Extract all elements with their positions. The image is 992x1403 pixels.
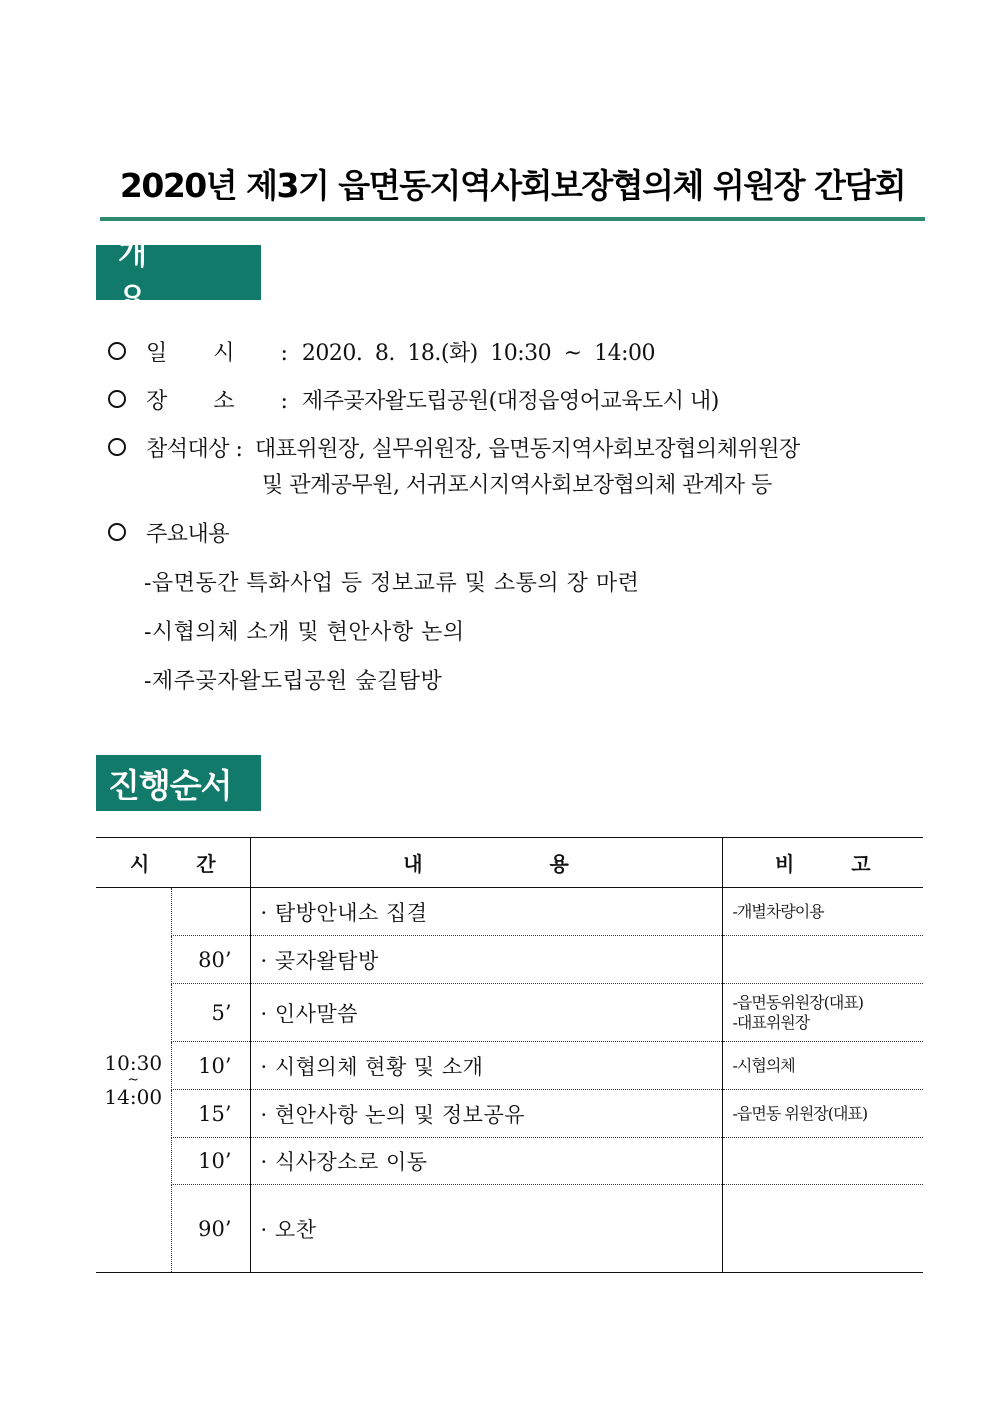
table-row (96, 1042, 923, 1090)
content-cell: · 시협의체 현황 및 소개 (250, 1042, 722, 1090)
title-underline (100, 217, 925, 221)
time-separator: ~ (127, 1072, 140, 1088)
overview-main-row (108, 517, 229, 548)
note-cell (722, 984, 923, 1042)
schedule-table (96, 837, 923, 1273)
content-cell: · 탐방안내소 집결 (250, 888, 722, 936)
overview-attendees-row (108, 432, 800, 463)
duration-cell: 5’ (171, 984, 250, 1042)
duration-cell: 15’ (171, 1090, 250, 1138)
table-row (96, 888, 923, 936)
circle-bullet-icon (108, 390, 126, 408)
page-title: 2020년 제3기 읍면동지역사회보장협의체 위원장 간담회 (119, 166, 906, 205)
attendees-value-line1: 대표위원장, 실무위원장, 읍면동지역사회보장협의체위원장 (254, 437, 800, 462)
place-value: 제주곶자왈도립공원(대정읍영어교육도시 내) (301, 389, 719, 414)
content-cell: · 식사장소로 이동 (250, 1138, 722, 1185)
note-cell (722, 1090, 923, 1138)
note-cell (722, 1185, 923, 1273)
duration-cell: 90’ (171, 1185, 250, 1273)
content-cell: · 현안사항 논의 및 정보공유 (250, 1090, 722, 1138)
content-cell: · 곶자왈탐방 (250, 936, 722, 984)
table-row (96, 936, 923, 984)
attendees-label: 참석대상 : (146, 437, 243, 462)
table-header-row (96, 838, 923, 888)
time-range-cell (96, 888, 171, 1273)
table-row (96, 984, 923, 1042)
duration-cell (171, 888, 250, 936)
content-cell: · 오찬 (250, 1185, 722, 1273)
attendees-value-line2: 및 관계공무원, 서귀포시지역사회보장협의체 관계자 등 (262, 473, 772, 498)
note-cell (722, 1138, 923, 1185)
duration-cell: 10’ (171, 1138, 250, 1185)
date-label: 일 시 : (146, 341, 288, 366)
overview-place-row (108, 384, 719, 415)
note-cell (722, 936, 923, 984)
note-line: -읍면동위원장(대표) (732, 992, 864, 1012)
section-schedule-heading: 진행순서 (96, 755, 261, 811)
note-cell (722, 1042, 923, 1090)
main-label: 주요내용 (146, 522, 230, 547)
circle-bullet-icon (108, 342, 126, 360)
header-content: 내 용 (250, 838, 722, 888)
header-note: 비 고 (722, 838, 923, 888)
note-line: -개별차량이용 (732, 901, 824, 921)
table-row (96, 1185, 923, 1273)
content-cell: · 인사말씀 (250, 984, 722, 1042)
note-line: -시협의체 (732, 1055, 795, 1075)
duration-cell: 10’ (171, 1042, 250, 1090)
duration-cell: 80’ (171, 936, 250, 984)
section-overview-heading: 개 요 (96, 245, 261, 300)
table-row (96, 1138, 923, 1185)
time-start: 10:30 (104, 1051, 163, 1075)
circle-bullet-icon (108, 438, 126, 456)
main-item: -시협의체 소개 및 현안사항 논의 (144, 620, 465, 645)
date-value: 2020. 8. 18.(화) 10:30 ~ 14:00 (301, 341, 655, 366)
place-label: 장 소 : (146, 389, 288, 414)
overview-date-row (108, 336, 655, 367)
note-cell (722, 888, 923, 936)
header-time: 시 간 (96, 838, 250, 888)
main-item: -읍면동간 특화사업 등 정보교류 및 소통의 장 마련 (144, 571, 640, 596)
table-row (96, 1090, 923, 1138)
circle-bullet-icon (108, 523, 126, 541)
note-line: -대표위원장 (732, 1012, 810, 1032)
time-end: 14:00 (104, 1085, 163, 1109)
note-line: -읍면동 위원장(대표) (732, 1103, 868, 1123)
main-item: -제주곶자왈도립공원 숲길탐방 (144, 669, 443, 694)
